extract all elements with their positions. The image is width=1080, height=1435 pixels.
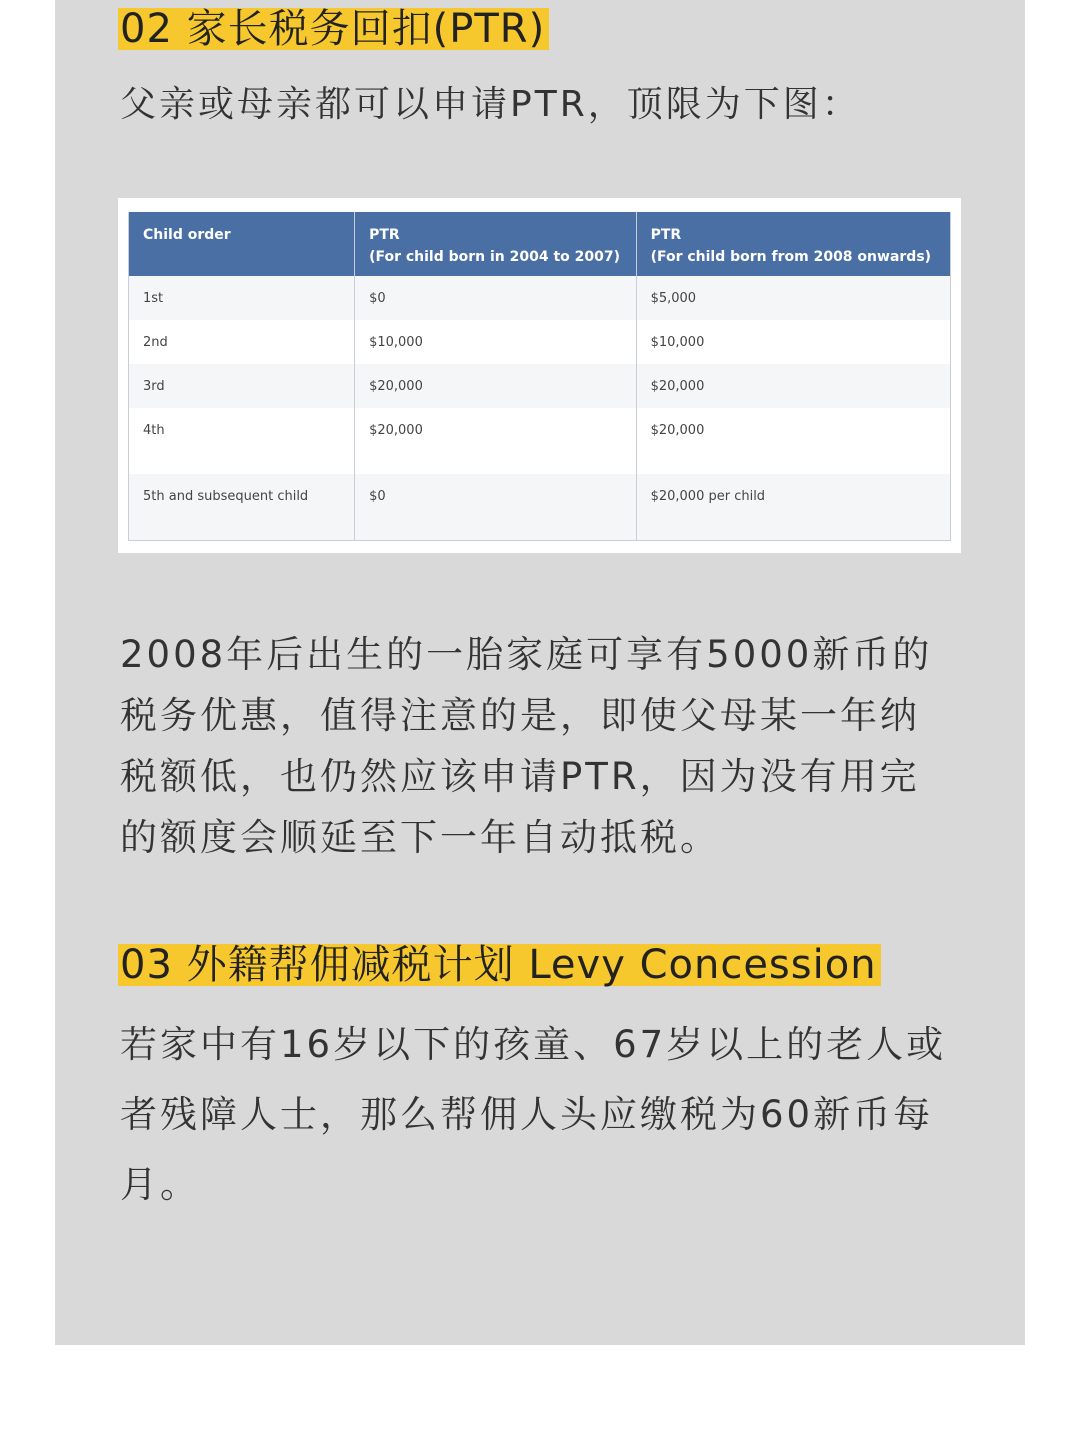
cell-ptr-2008: $20,000	[636, 364, 950, 408]
paragraph-line: 税务优惠，值得注意的是，即使父母某一年纳	[120, 694, 920, 737]
paragraph-line: 2008年后出生的一胎家庭可享有5000新币的	[120, 633, 933, 676]
header-ptr-2008-note: (For child born from 2008 onwards)	[650, 249, 932, 265]
cell-ptr-2008: $5,000	[636, 276, 950, 320]
cell-ptr-2008: $10,000	[636, 320, 950, 364]
table-header-row	[129, 212, 951, 276]
cell-child-order: 5th and subsequent child	[129, 474, 355, 541]
cell-ptr-2008: $20,000 per child	[636, 474, 950, 541]
paragraph-line: 的额度会顺延至下一年自动抵税。	[120, 816, 720, 859]
cell-ptr-2004-2007: $0	[355, 276, 637, 320]
cell-child-order: 4th	[129, 408, 355, 474]
cell-ptr-2008: $20,000	[636, 408, 950, 474]
cell-ptr-2004-2007: $20,000	[355, 364, 637, 408]
ptr-table	[128, 212, 951, 541]
header-child-order-label: Child order	[143, 227, 231, 243]
header-child-order	[129, 212, 355, 276]
paragraph-line: 若家中有16岁以下的孩童、67岁以上的老人或	[120, 1023, 947, 1066]
paragraph-line: 税额低，也仍然应该申请PTR，因为没有用完	[120, 755, 920, 798]
section-2-subtitle: 父亲或母亲都可以申请PTR，顶限为下图：	[120, 84, 861, 125]
header-ptr-label: PTR	[650, 227, 682, 243]
header-ptr-2008	[636, 212, 950, 276]
header-ptr-label: PTR	[369, 227, 400, 243]
table-row	[129, 364, 951, 408]
paragraph-ptr-explanation	[120, 624, 970, 868]
ptr-table-image	[118, 198, 961, 553]
table-row	[129, 320, 951, 364]
section-3-heading	[118, 942, 881, 988]
paragraph-line: 者残障人士，那么帮佣人头应缴税为60新币每	[120, 1093, 934, 1136]
cell-ptr-2004-2007: $0	[355, 474, 637, 541]
table-row	[129, 276, 951, 320]
table-row	[129, 474, 951, 541]
cell-child-order: 2nd	[129, 320, 355, 364]
header-ptr-2004-2007	[355, 212, 637, 276]
table-row	[129, 408, 951, 474]
section-2-heading	[118, 6, 549, 52]
paragraph-line: 月。	[120, 1163, 200, 1206]
paragraph-levy-concession	[120, 1010, 970, 1220]
cell-child-order: 3rd	[129, 364, 355, 408]
section-3-heading-text: 03 外籍帮佣减税计划 Levy Concession	[118, 944, 881, 986]
cell-ptr-2004-2007: $10,000	[355, 320, 637, 364]
cell-ptr-2004-2007: $20,000	[355, 408, 637, 474]
cell-child-order: 1st	[129, 276, 355, 320]
section-2-heading-text: 02 家长税务回扣(PTR)	[118, 8, 549, 50]
header-ptr-2004-2007-note: (For child born in 2004 to 2007)	[369, 249, 621, 265]
